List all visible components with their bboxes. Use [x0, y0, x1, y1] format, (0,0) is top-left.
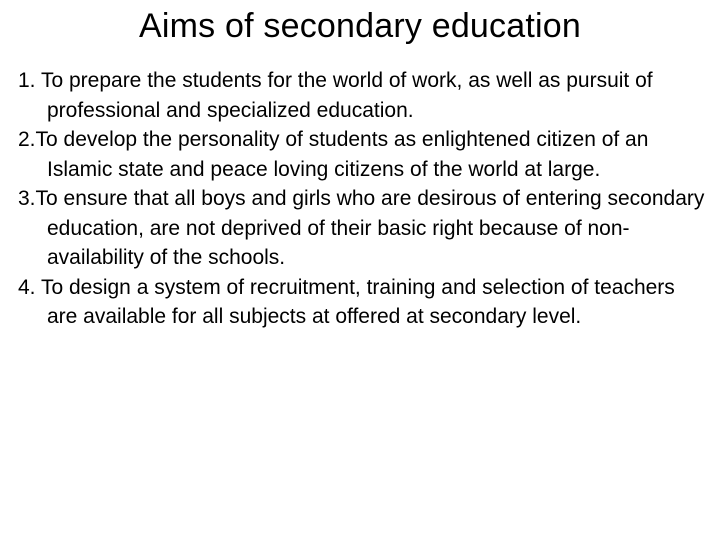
aim-item-1: 1. To prepare the students for the world of work, as well as pursuit of professional and specialized education.: [18, 69, 653, 122]
aim-item-2: 2.To develop the personality of students as enlightened citizen of an Islamic state and peace loving citizens of the world at large.: [18, 128, 649, 181]
aims-list: [18, 66, 708, 332]
slide-title: Aims of secondary education: [139, 7, 581, 45]
aim-item-4: 4. To design a system of recruitment, training and selection of teachers are available for all subjects at offered at secondary level.: [18, 275, 675, 328]
aim-item-3: 3.To ensure that all boys and girls who are desirous of entering secondary education, are not deprived of their basic right because of non-availability of the schools.: [18, 187, 705, 269]
